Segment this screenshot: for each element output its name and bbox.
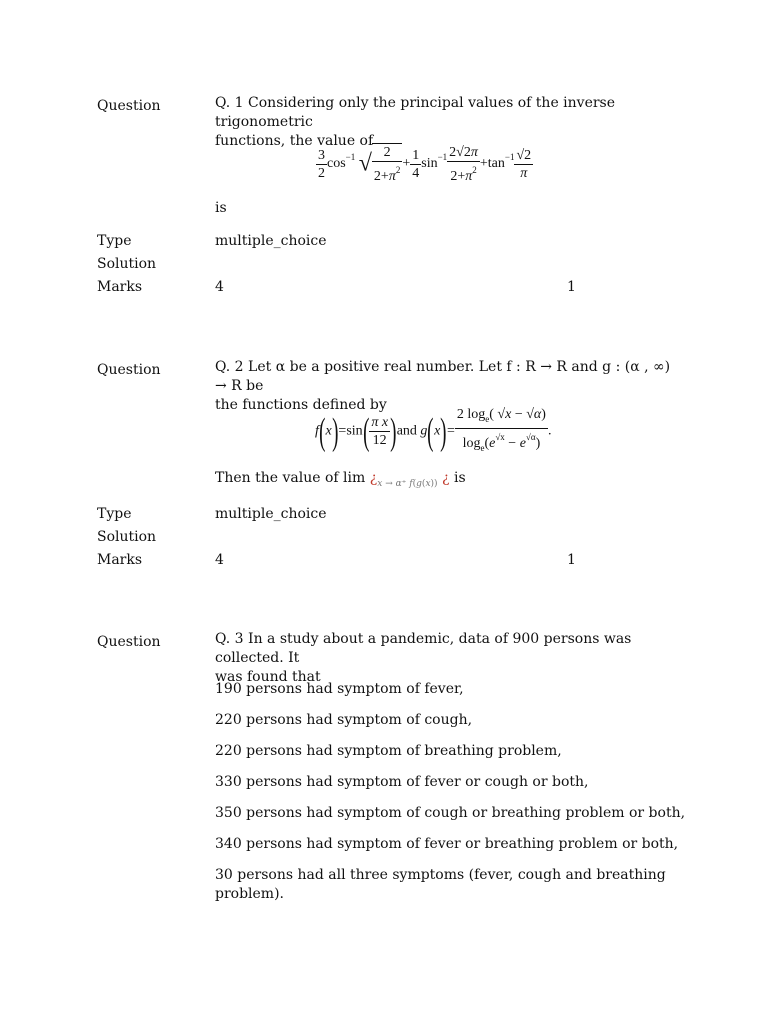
- q2-label: Question: [97, 362, 161, 378]
- q2-equation: f(x)=sin( $\frac{\text{π x}}{12}$ )and g(x)= $\frac{2 \log_e( √x - √\alpha)}{\log_e(e^{√x} - e^{√\alpha})}$ .: [315, 407, 552, 453]
- q3-text: [215, 630, 675, 687]
- q3-item-4: 330 persons had symptom of fever or cough or both,: [215, 774, 589, 790]
- q1-solution-label: Solution: [97, 256, 157, 272]
- q2-text-line2: the functions defined by: [215, 397, 387, 413]
- q3-item-1: 190 persons had symptom of fever,: [215, 681, 464, 697]
- q3-item-5: 350 persons had symptom of cough or breathing problem or both,: [215, 805, 686, 821]
- q2-type-label: Type: [97, 506, 132, 522]
- q2-marks-value: 4: [215, 552, 224, 568]
- q2-after-post: is: [453, 470, 466, 486]
- q2-marks-label: Marks: [97, 552, 143, 568]
- q2-after-text: [215, 469, 466, 494]
- q2-text-line1: Q. 2 Let α be a positive real number. Let f : R → R and g : (α , ∞) → R be: [215, 359, 671, 394]
- q1-label: Question: [97, 98, 161, 114]
- q3-item-6: 340 persons had symptom of fever or breathing problem or both,: [215, 836, 679, 852]
- q2-after-pre: Then the value of: [215, 470, 339, 486]
- q2-after-lim: lim: [343, 470, 366, 486]
- q1-text-line2: functions, the value of: [215, 133, 374, 149]
- q1-text-line1: Q. 1 Considering only the principal values of the inverse trigonometric: [215, 95, 616, 130]
- q1-marks-right: 1: [567, 279, 576, 295]
- q2-type-value: multiple_choice: [215, 506, 327, 522]
- q2-lim-subscript: x → α⁺ f(g(x)): [377, 479, 438, 489]
- q3-label: Question: [97, 634, 161, 650]
- q1-after-text: is: [215, 200, 227, 216]
- q3-item-7: 30 persons had all three symptoms (fever, cough and breathing: [215, 867, 666, 883]
- q3-item-3: 220 persons had symptom of breathing problem,: [215, 743, 562, 759]
- q1-marks-label: Marks: [97, 279, 143, 295]
- q3-text-line1: Q. 3 In a study about a pandemic, data of 900 persons was collected. It: [215, 631, 632, 666]
- q1-type-label: Type: [97, 233, 132, 249]
- q2-lim-placeholder-2: ¿: [442, 470, 450, 486]
- q3-item-2: 220 persons had symptom of cough,: [215, 712, 473, 728]
- q2-marks-right: 1: [567, 552, 576, 568]
- q3-item-8: problem).: [215, 886, 284, 902]
- q2-lim-placeholder-1: ¿: [369, 470, 378, 486]
- q2-solution-label: Solution: [97, 529, 157, 545]
- q3-text-line2: was found that: [215, 669, 321, 685]
- q1-equation: $\frac{3}{2}$ $\cos^{-1}$ √ $\frac{2}{2+\pi^2}$ + $\frac{1}{4}$ $\sin^{-1}$ $\frac{2√2\pi}{2+\pi^2}$ $+\tan^{-1}$ $\frac{√2}{\pi}$: [318, 144, 532, 184]
- q1-type-value: multiple_choice: [215, 233, 327, 249]
- q1-marks-value: 4: [215, 279, 224, 295]
